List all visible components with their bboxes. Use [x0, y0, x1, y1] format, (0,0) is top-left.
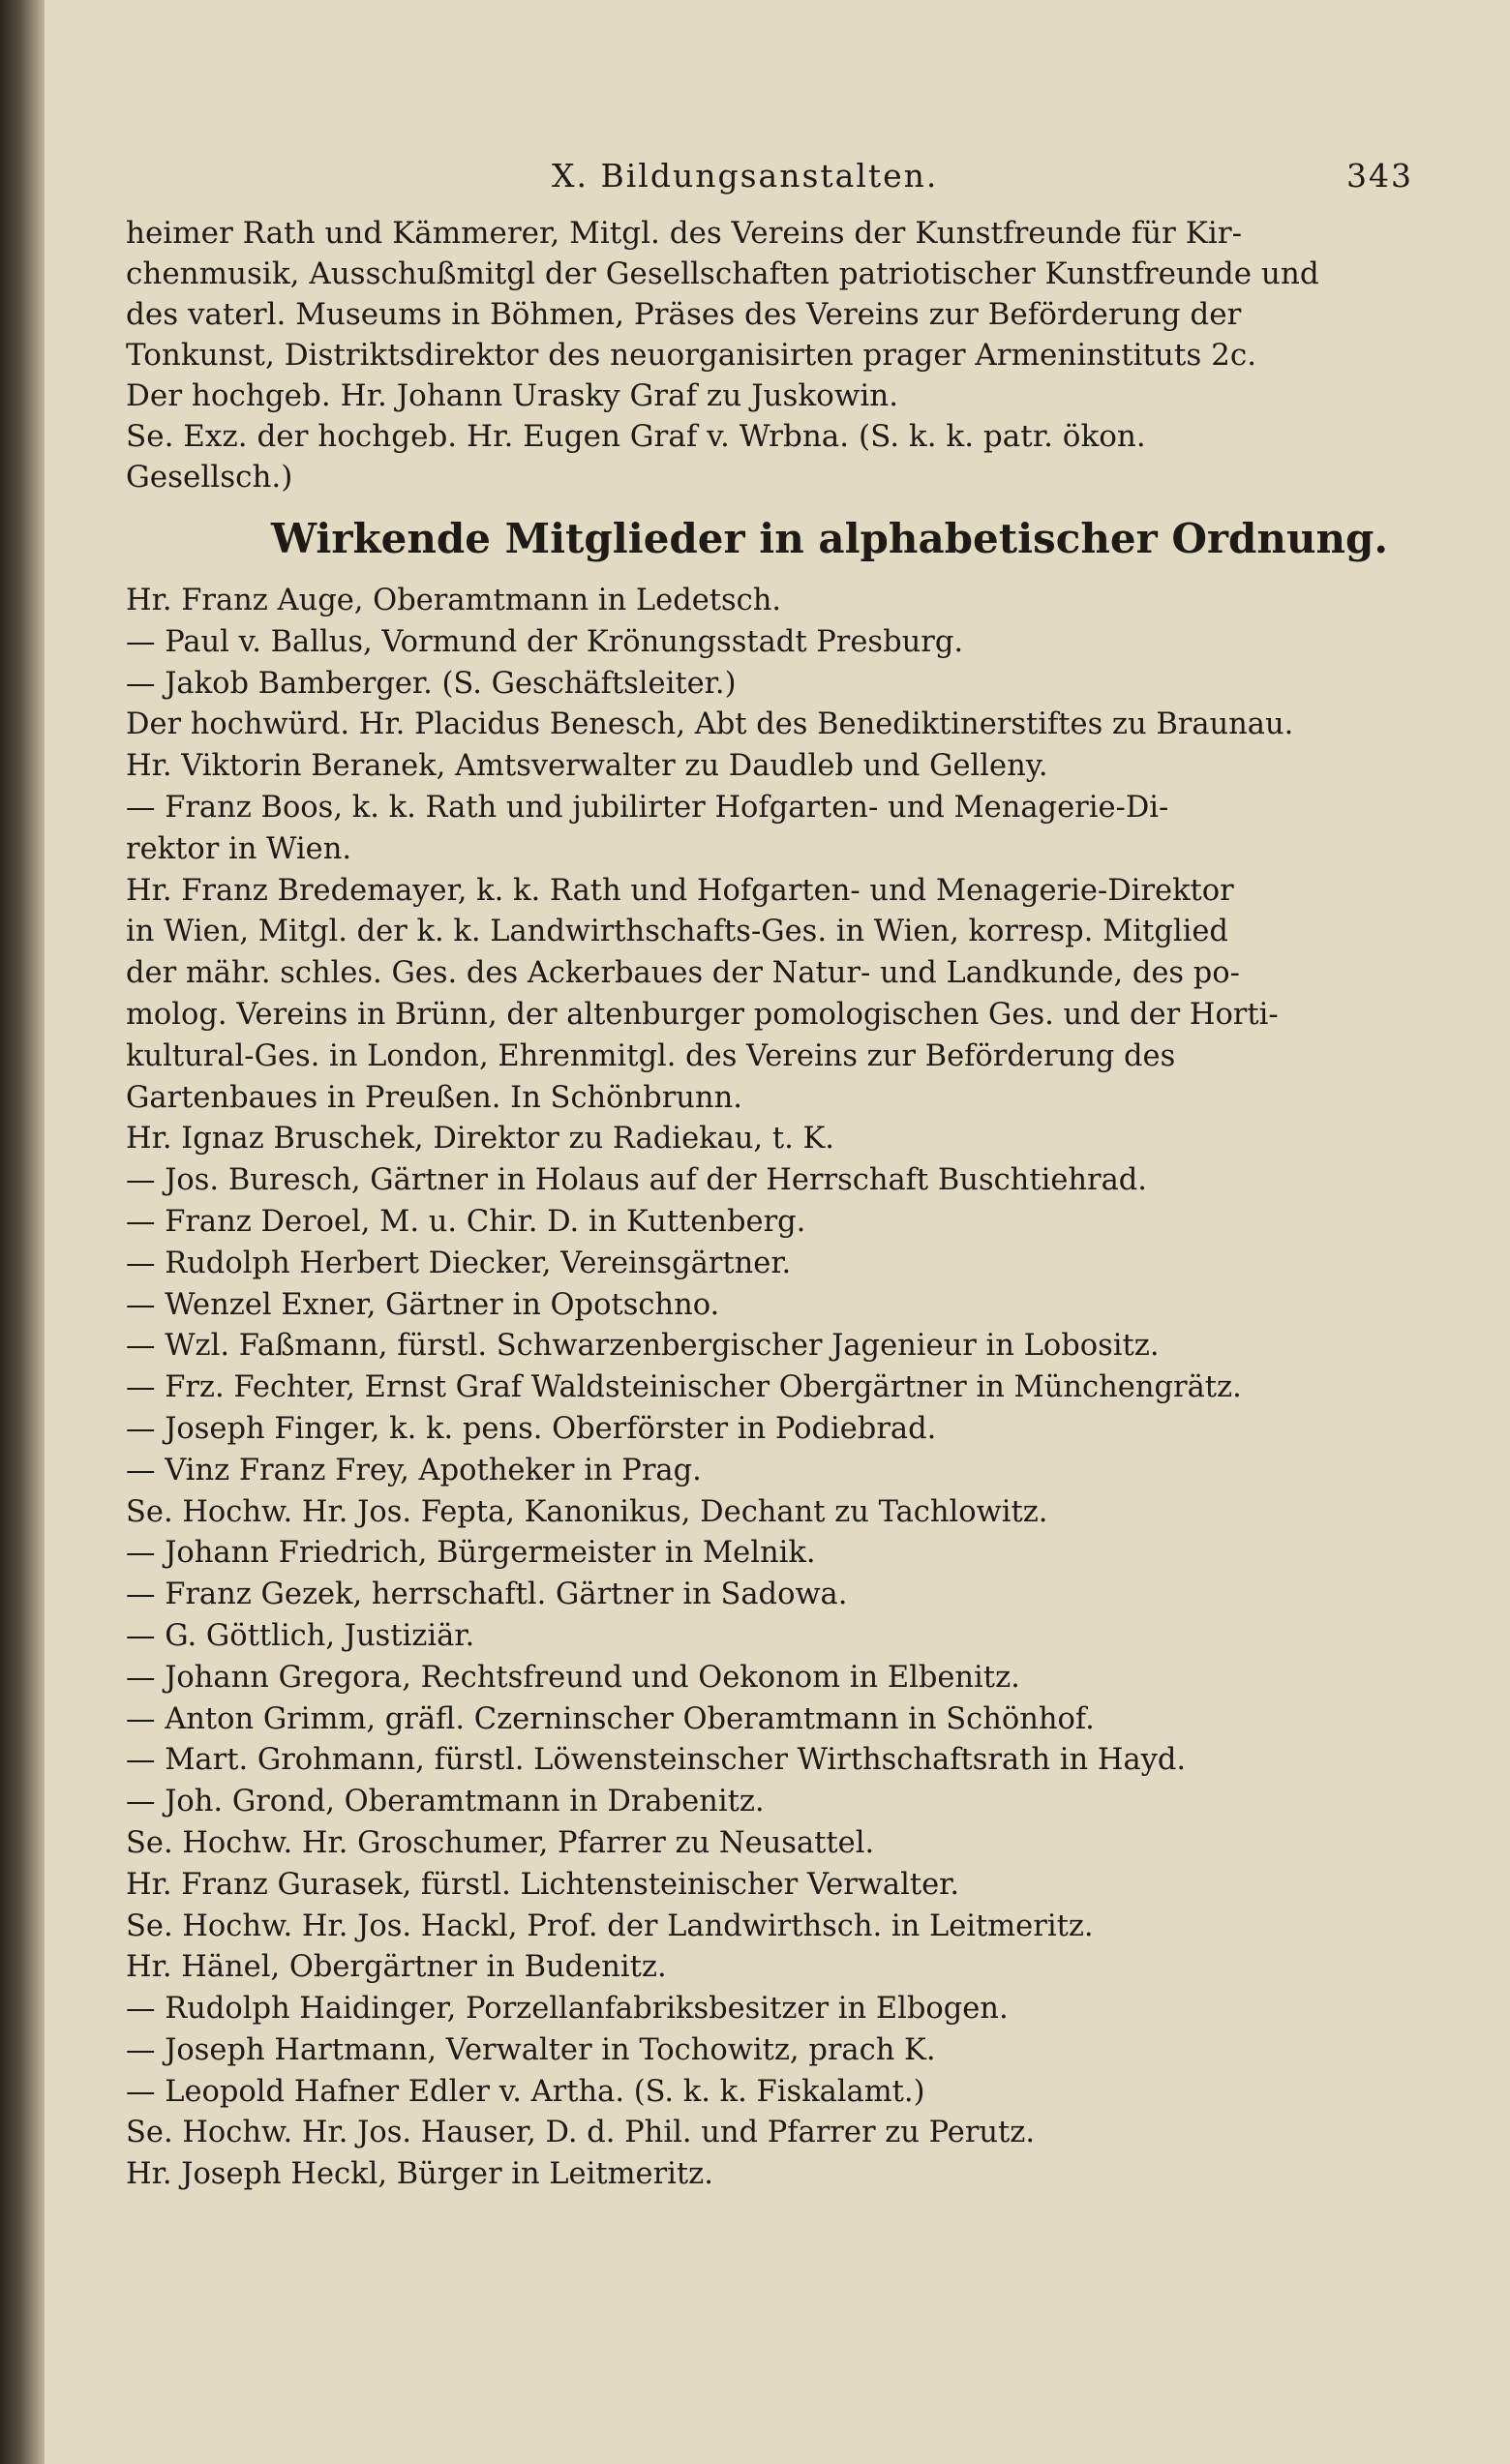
- member-entry-line: — Joh. Grond, Oberamtmann in Drabenitz.: [126, 1785, 765, 1819]
- member-entry-line: — Franz Gezek, herrschaftl. Gärtner in Sadowa.: [126, 1578, 848, 1612]
- member-entry-line: kultural-Ges. in London, Ehrenmitgl. des Vereins zur Beförderung des: [126, 1038, 1176, 1073]
- page-gutter-shadow: [0, 0, 45, 2464]
- member-entry-line: — G. Göttlich, Justiziär.: [126, 1618, 475, 1653]
- member-entry-line: — Franz Deroel, M. u. Chir. D. in Kuttenberg.: [126, 1204, 806, 1239]
- member-entry-line: Gartenbaues in Preußen. In Schönbrunn.: [126, 1080, 742, 1115]
- section-heading: Wirkende Mitglieder in alphabetischer Ordnung.: [271, 515, 1389, 562]
- member-entry-line: — Jos. Buresch, Gärtner in Holaus auf der Herrschaft Buschtiehrad.: [126, 1163, 1148, 1198]
- intro-line: des vaterl. Museums in Böhmen, Präses des Vereins zur Beförderung der: [126, 297, 1242, 332]
- intro-line: Gesellsch.): [126, 460, 293, 495]
- member-entry-line: — Rudolph Haidinger, Porzellanfabriksbesitzer in Elbogen.: [126, 1992, 1009, 2027]
- header-title: X. Bildungsanstalten.: [552, 157, 939, 195]
- member-entry-line: Hr. Ignaz Bruschek, Direktor zu Radiekau, t. K.: [126, 1122, 834, 1157]
- member-entry-line: — Franz Boos, k. k. Rath und jubilirter Hofgarten- und Menagerie-Di-: [126, 790, 1169, 825]
- member-entry-line: — Paul v. Ballus, Vormund der Krönungsstadt Presburg.: [126, 624, 964, 659]
- member-entry-line: — Anton Grimm, gräfl. Czerninscher Oberamtmann in Schönhof.: [126, 1701, 1095, 1736]
- intro-line: Tonkunst, Distriktsdirektor des neuorganisirten prager Armeninstituts 2c.: [126, 338, 1257, 373]
- member-entry-line: Se. Hochw. Hr. Jos. Fepta, Kanonikus, Dechant zu Tachlowitz.: [126, 1494, 1048, 1529]
- member-entry-line: — Frz. Fechter, Ernst Graf Waldsteinischer Obergärtner in Münchengrätz.: [126, 1370, 1242, 1405]
- page-text-block: [126, 145, 1413, 2196]
- intro-line: Se. Exz. der hochgeb. Hr. Eugen Graf v. Wrbna. (S. k. k. patr. ökon.: [126, 419, 1146, 454]
- intro-line: chenmusik, Ausschußmitgl der Gesellschaften patriotischer Kunstfreunde und: [126, 256, 1319, 291]
- member-entry-line: — Leopold Hafner Edler v. Artha. (S. k. k. Fiskalamt.): [126, 2074, 925, 2109]
- member-entry-line: — Johann Gregora, Rechtsfreund und Oekonom in Elbenitz.: [126, 1660, 1020, 1695]
- member-entry-line: Hr. Franz Bredemayer, k. k. Rath und Hofgarten- und Menagerie-Direktor: [126, 873, 1234, 908]
- member-entry-line: rektor in Wien.: [126, 831, 352, 866]
- member-entry-line: Hr. Viktorin Beranek, Amtsverwalter zu Daudleb und Gelleny.: [126, 749, 1048, 784]
- member-entry-line: Se. Hochw. Hr. Jos. Hackl, Prof. der Landwirthsch. in Leitmeritz.: [126, 1908, 1094, 1943]
- member-entry-line: — Jakob Bamberger. (S. Geschäftsleiter.): [126, 666, 737, 701]
- member-entry-line: Hr. Franz Gurasek, fürstl. Lichtensteinischer Verwalter.: [126, 1867, 960, 1902]
- member-entry-line: — Johann Friedrich, Bürgermeister in Melnik.: [126, 1536, 816, 1571]
- member-entry-line: — Mart. Grohmann, fürstl. Löwensteinscher Wirthschaftsrath in Hayd.: [126, 1743, 1187, 1778]
- member-entry-line: Hr. Joseph Heckl, Bürger in Leitmeritz.: [126, 2157, 713, 2192]
- member-entry-line: — Joseph Hartmann, Verwalter in Tochowitz, prach K.: [126, 2032, 936, 2067]
- member-entry-line: — Rudolph Herbert Diecker, Vereinsgärtner.: [126, 1246, 792, 1280]
- running-header: [126, 145, 1413, 203]
- member-entry-line: der mähr. schles. Ges. des Ackerbaues der Natur- und Landkunde, des po-: [126, 956, 1240, 991]
- member-entry-line: in Wien, Mitgl. der k. k. Landwirthschafts-Ges. in Wien, korresp. Mitglied: [126, 915, 1228, 949]
- member-entry-line: Hr. Franz Auge, Oberamtmann in Ledetsch.: [126, 584, 782, 617]
- page-number: 343: [1346, 157, 1413, 195]
- member-entry-line: Se. Hochw. Hr. Groschumer, Pfarrer zu Neusattel.: [126, 1825, 875, 1860]
- member-entry-line: molog. Vereins in Brünn, der altenburger pomologischen Ges. und der Horti-: [126, 997, 1279, 1032]
- member-entry-line: — Wzl. Faßmann, fürstl. Schwarzenbergischer Jagenieur in Lobositz.: [126, 1329, 1160, 1364]
- intro-paragraph: [126, 213, 1413, 497]
- member-entry-line: — Wenzel Exner, Gärtner in Opotschno.: [126, 1287, 720, 1322]
- member-entry-line: — Vinz Franz Frey, Apotheker in Prag.: [126, 1453, 702, 1487]
- member-list: [126, 581, 1413, 2196]
- member-entry-line: — Joseph Finger, k. k. pens. Oberförster in Podiebrad.: [126, 1411, 937, 1446]
- intro-line: Der hochgeb. Hr. Johann Urasky Graf zu Juskowin.: [126, 378, 899, 413]
- member-entry-line: Der hochwürd. Hr. Placidus Benesch, Abt des Benediktinerstiftes zu Braunau.: [126, 707, 1294, 742]
- member-entry-line: Hr. Hänel, Obergärtner in Budenitz.: [126, 1950, 667, 1985]
- member-entry-line: Se. Hochw. Hr. Jos. Hauser, D. d. Phil. und Pfarrer zu Perutz.: [126, 2116, 1036, 2150]
- intro-line: heimer Rath und Kämmerer, Mitgl. des Vereins der Kunstfreunde für Kir-: [126, 216, 1243, 251]
